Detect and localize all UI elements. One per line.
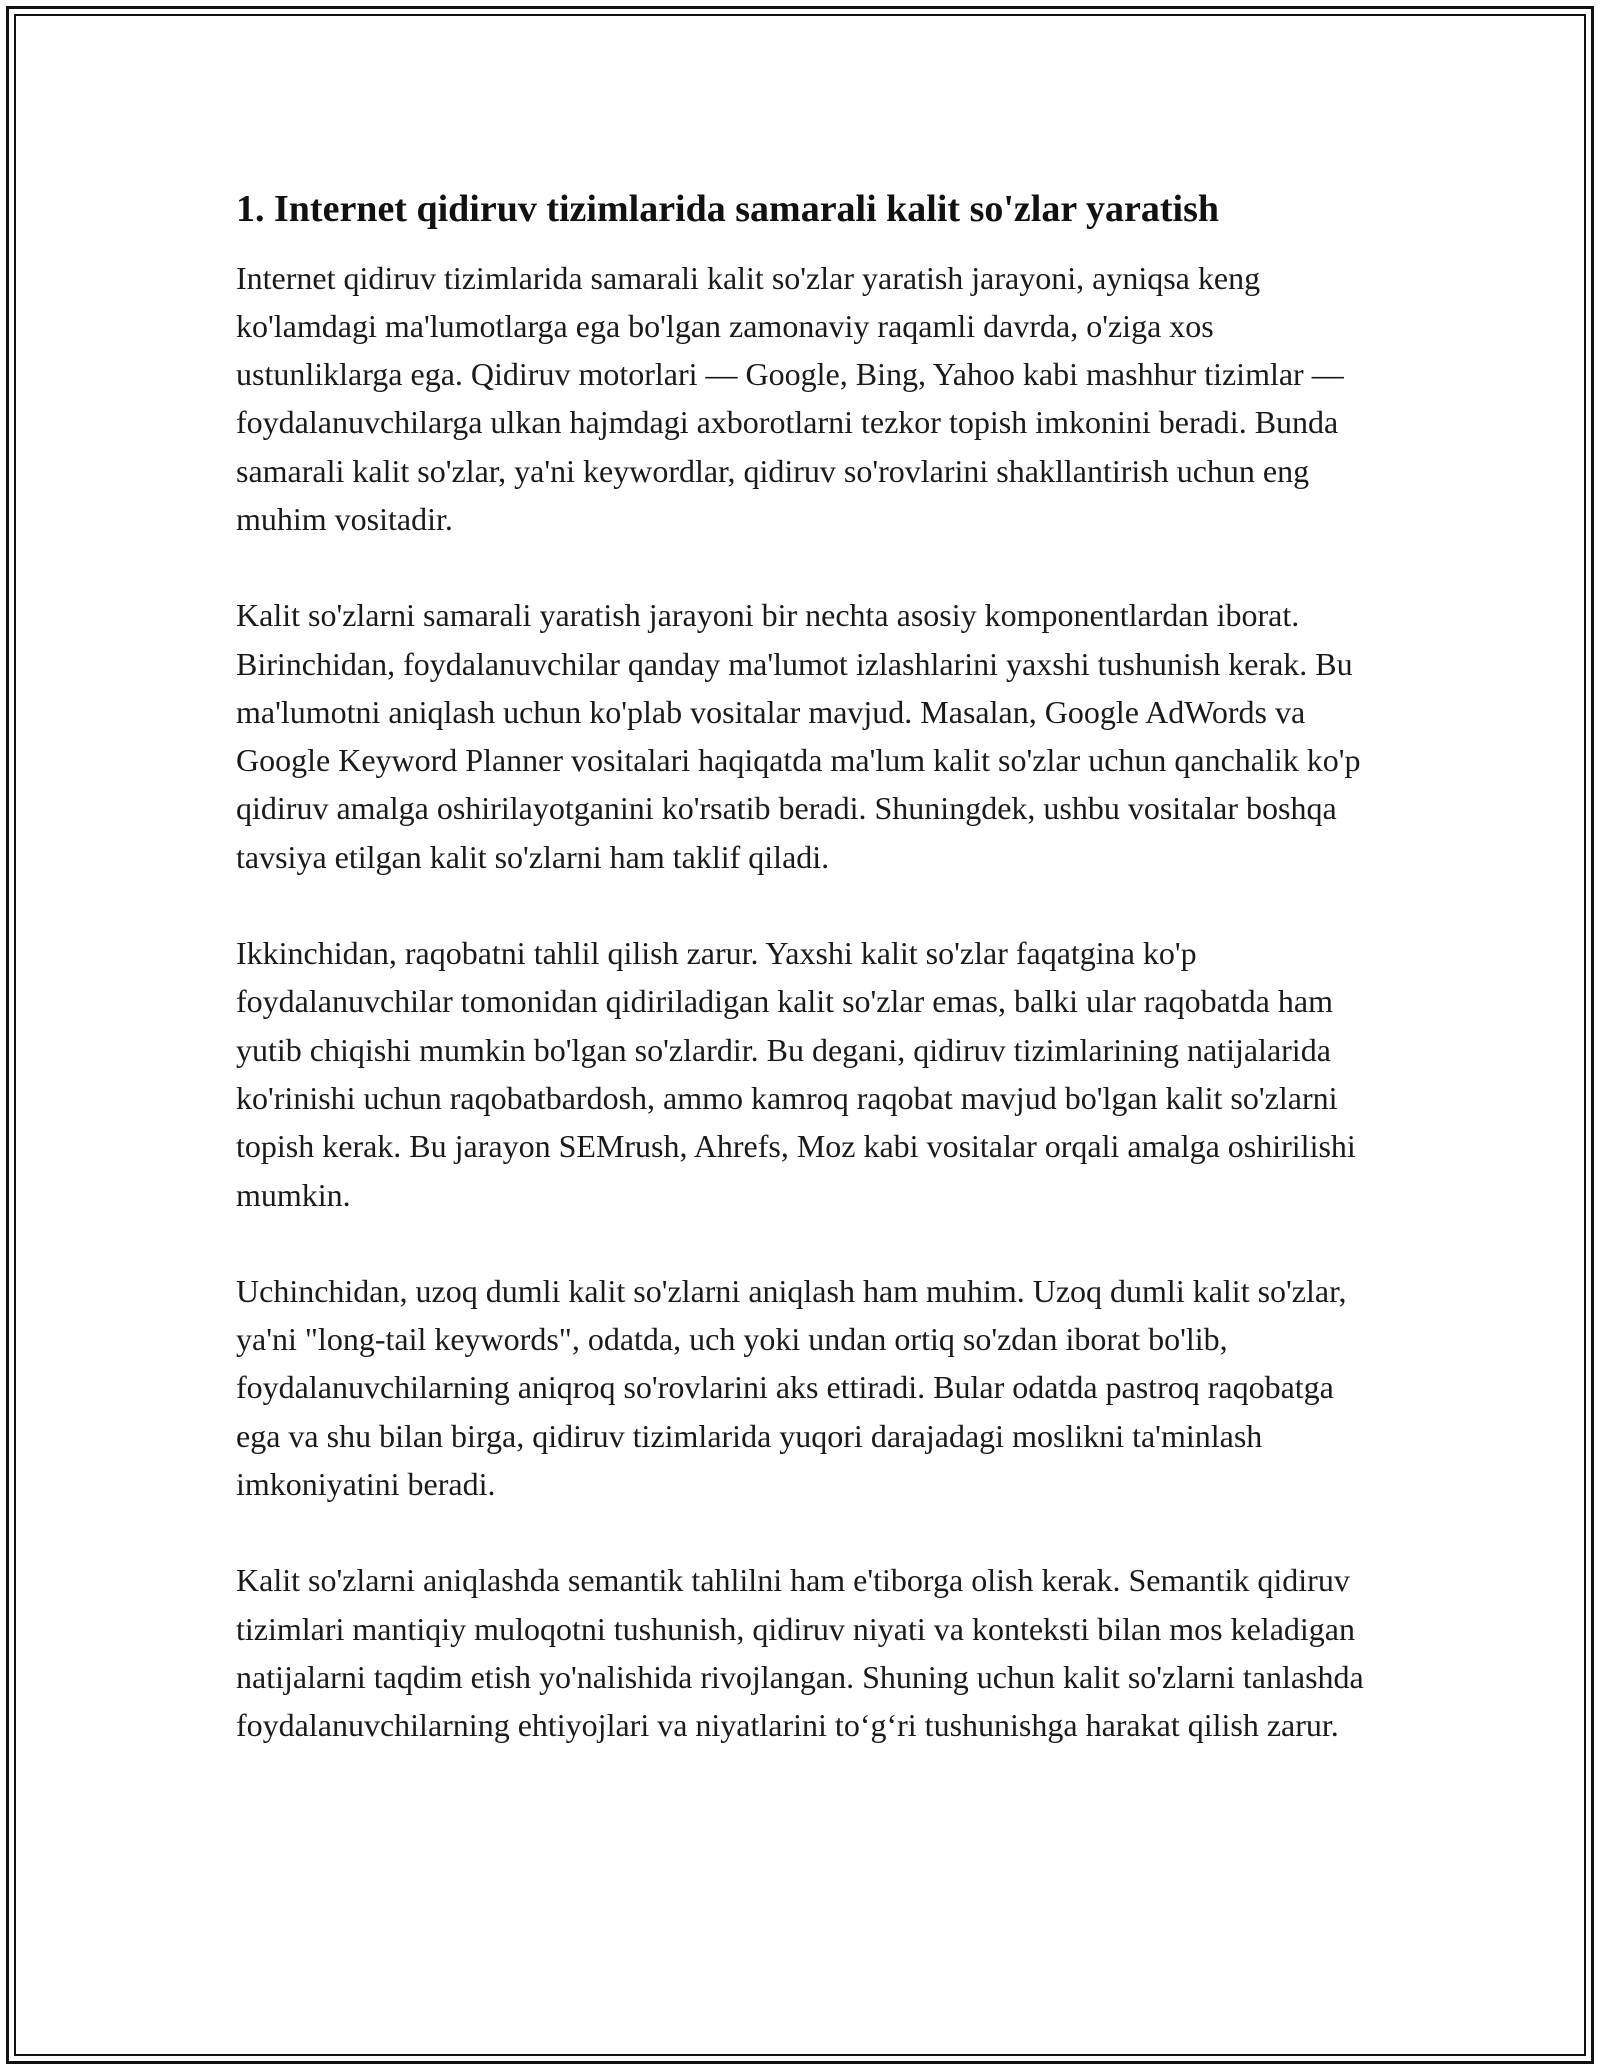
section-heading: 1. Internet qidiruv tizimlarida samarali kalit so'zlar yaratish — [236, 188, 1220, 230]
paragraph-4: Uchinchidan, uzoq dumli kalit so'zlarni aniqlash ham muhim. Uzoq dumli kalit so'zlar, ya'ni "long-tail keywords", odatda, uch yoki undan ortiq so'zdan iborat bo'lib, foydalanuvchilarning aniqroq so'rovlarini aks ettiradi. Bular odatda pastroq raqobatga ega va shu bilan birga, qidiruv tizimlarida yuqori darajadagi moslikni ta'minlash imkoniyatini beradi. — [236, 1272, 1347, 1503]
paragraph-3: Ikkinchidan, raqobatni tahlil qilish zarur. Yaxshi kalit so'zlar faqatgina ko'p foydalanuvchilar tomonidan qidiriladigan kalit so'zlar emas, balki ular raqobatda ham yutib chiqishi mumkin bo'lgan so'zlardir. Bu degani, qidiruv tizimlarining natijalarida ko'rinishi uchun raqobatbardosh, ammo kamroq raqobat mavjud bo'lgan kalit so'zlarni topish kerak. Bu jarayon SEMrush, Ahrefs, Moz kabi vositalar orqali amalga oshirilishi mumkin. — [236, 935, 1356, 1213]
paragraph-2: Kalit so'zlarni samarali yaratish jarayoni bir nechta asosiy komponentlardan iborat. Birinchidan, foydalanuvchilar qanday ma'lumot izlashlarini yaxshi tushunish kerak. Bu ma'lumotni aniqlash uchun ko'plab vositalar mavjud. Masalan, Google AdWords va Google Keyword Planner vositalari haqiqatda ma'lum kalit so'zlar uchun qanchalik ko'p qidiruv amalga oshirilayotganini ko'rsatib beradi. Shuningdek, ushbu vositalar boshqa tavsiya etilgan kalit so'zlarni ham taklif qiladi. — [236, 597, 1361, 875]
document-body — [236, 186, 1376, 1798]
paragraph-5: Kalit so'zlarni aniqlashda semantik tahlilni ham e'tiborga olish kerak. Semantik qidiruv tizimlari mantiqiy muloqotni tushunish, qidiruv niyati va konteksti bilan mos keladigan natijalarni taqdim etish yo'nalishida rivojlangan. Shuning uchun kalit so'zlarni tanlashda foydalanuvchilarning ehtiyojlari va niyatlarini to‘g‘ri tushunishga harakat qilish zarur. — [236, 1562, 1364, 1744]
paragraph-1: Internet qidiruv tizimlarida samarali kalit so'zlar yaratish jarayoni, ayniqsa keng ko'lamdagi ma'lumotlarga ega bo'lgan zamonaviy raqamli davrda, o'ziga xos ustunliklarga ega. Qidiruv motorlari — Google, Bing, Yahoo kabi mashhur tizimlar — foydalanuvchilarga ulkan hajmdagi axborotlarni tezkor topish imkonini beradi. Bunda samarali kalit so'zlar, ya'ni keywordlar, qidiruv so'rovlarini shakllantirish uchun eng muhim vositadir. — [236, 259, 1344, 537]
